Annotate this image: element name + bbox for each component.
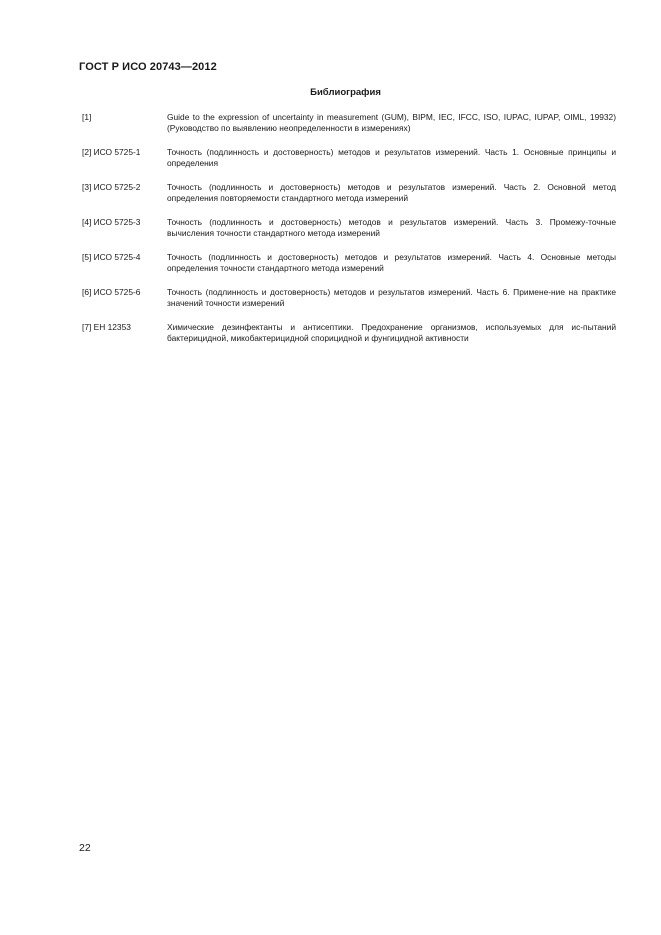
entry-label: [1] xyxy=(82,112,92,122)
bibliography-entry xyxy=(82,217,616,239)
entry-text: Точность (подлинность и достоверность) методов и результатов измерений. Часть 4. Основные методы определения точности стандартного метода измерений xyxy=(167,252,616,273)
standard-header: ГОСТ Р ИСО 20743—2012 xyxy=(79,61,217,73)
entry-label: [7] EH 12353 xyxy=(82,322,131,332)
entry-text: Точность (подлинность и достоверность) методов и результатов измерений. Часть 6. Примене-ние на практике значений точности измерений xyxy=(167,287,616,308)
entry-text: Точность (подлинность и достоверность) методов и результатов измерений. Часть 3. Промежу-точные вычисления точности стандартного метода измерений xyxy=(167,217,616,238)
bibliography-title: Библиография xyxy=(310,87,381,98)
bibliography-list xyxy=(82,112,616,357)
bibliography-entry xyxy=(82,322,616,344)
entry-label: [3] ИСО 5725-2 xyxy=(82,182,141,192)
entry-text: Точность (подлинность и достоверность) методов и результатов измерений. Часть 1. Основные принципы и определения xyxy=(167,147,616,168)
entry-label: [6] ИСО 5725-6 xyxy=(82,287,141,297)
entry-label: [2] ИСО 5725-1 xyxy=(82,147,141,157)
bibliography-entry xyxy=(82,112,616,134)
bibliography-entry xyxy=(82,252,616,274)
entry-label: [4] ИСО 5725-3 xyxy=(82,217,141,227)
bibliography-entry xyxy=(82,287,616,309)
entry-text: Точность (подлинность и достоверность) методов и результатов измерений. Часть 2. Основной метод определения повторяемости стандартного метода измерений xyxy=(167,182,616,203)
entry-text: Химические дезинфектанты и антисептики. Предохранение организмов, используемых для ис-пытаний бактерицидной, микобактерицидной спорицидной и фунгицидной активности xyxy=(167,322,616,343)
entry-text: Guide to the expression of uncertainty in measurement (GUM), BIPM, IEC, IFCC, ISO, IUPAC, IUPAP, OIML, 19932) (Руководство по выявлению неопределенности в измерениях) xyxy=(167,112,616,133)
page-number: 22 xyxy=(79,842,91,854)
bibliography-entry xyxy=(82,182,616,204)
bibliography-entry xyxy=(82,147,616,169)
entry-label: [5] ИСО 5725-4 xyxy=(82,252,141,262)
